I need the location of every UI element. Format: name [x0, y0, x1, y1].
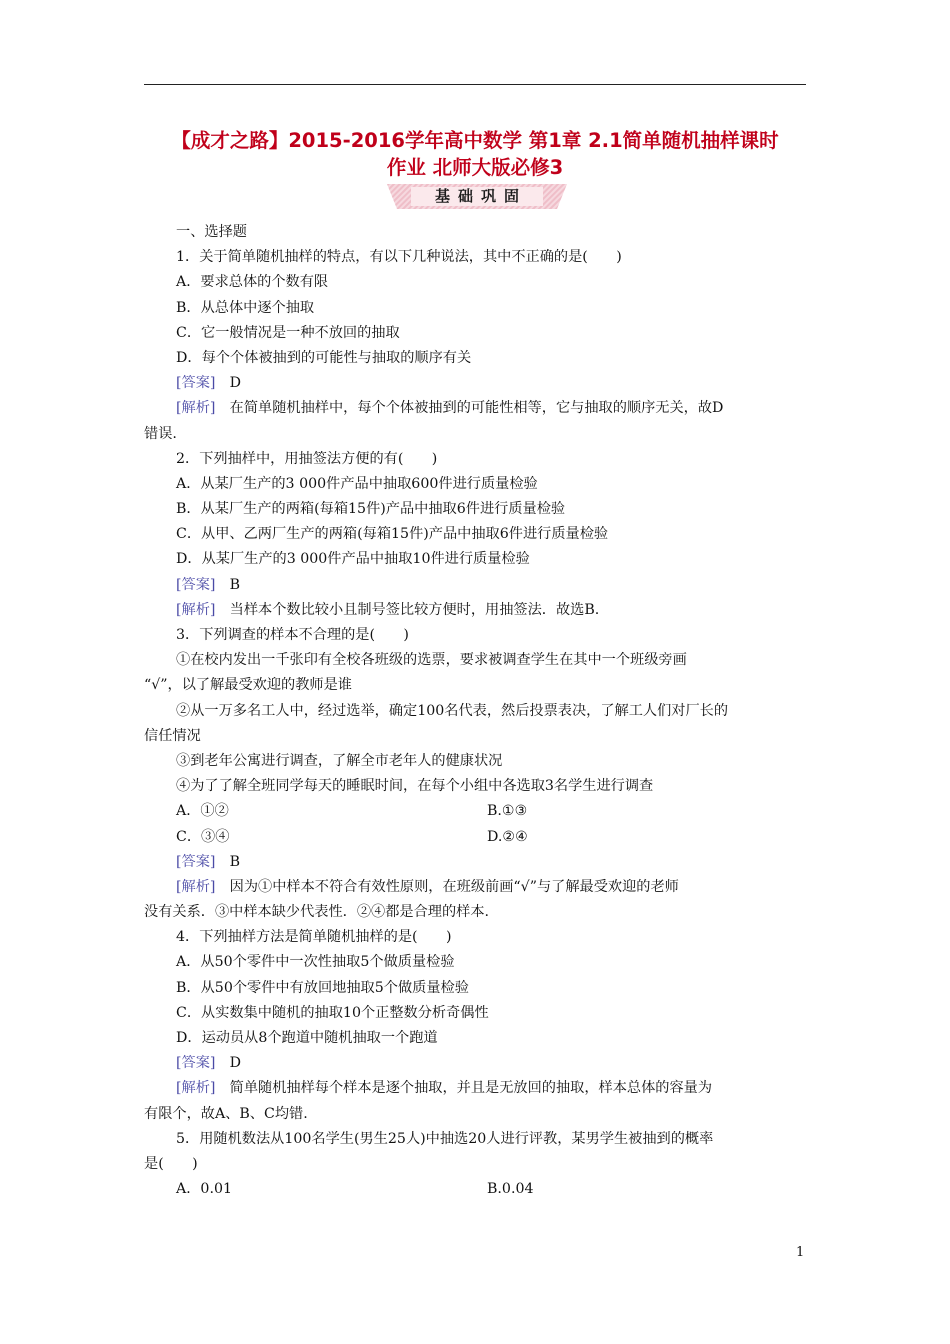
q3-item-1-cont: “√”，以了解最受欢迎的教师是谁: [144, 677, 352, 694]
document-title: [144, 127, 806, 181]
q4-option-c: C．从实数集中随机的抽取10个正整数分析奇偶性: [176, 1004, 489, 1021]
q5-option-b: B.0.04: [487, 1181, 534, 1198]
answer-tag: [答案]: [176, 375, 216, 392]
q3-analysis-text: 因为①中样本不符合有效性原则，在班级前画“√”与了解最受欢迎的老师: [229, 878, 679, 895]
q3-options-ab: [144, 799, 816, 824]
header-rule: [144, 84, 806, 85]
question-list: [144, 220, 816, 1202]
q3-analysis-cont: 没有关系．③中样本缺少代表性．②④都是合理的样本.: [144, 904, 490, 921]
analysis-tag: [解析]: [176, 878, 216, 895]
q3-stem: 3．下列调查的样本不合理的是( ): [176, 627, 409, 643]
title-line-2: 作业 北师大版必修3: [386, 156, 564, 179]
q4-option-a: A．从50个零件中一次性抽取5个做质量检验: [176, 954, 455, 971]
q3-item-1: ①在校内发出一千张印有全校各班级的选票，要求被调查学生在其中一个班级旁画: [176, 652, 687, 669]
q3-option-c: C．③④: [176, 828, 230, 845]
analysis-tag: [解析]: [176, 400, 216, 417]
q1-option-a: A．要求总体的个数有限: [176, 274, 329, 291]
banner-label: 基础巩固: [434, 187, 527, 205]
q5-option-a: A．0.01: [176, 1181, 233, 1198]
q4-answer-value: D: [229, 1055, 242, 1072]
q3-option-b: B.①③: [487, 803, 528, 820]
answer-tag: [答案]: [176, 576, 216, 593]
q1-stem: 1．关于简单随机抽样的特点，有以下几种说法，其中不正确的是( ): [176, 249, 622, 266]
q1-analysis-cont: 错误.: [144, 425, 177, 442]
q3-item-4: ④为了了解全班同学每天的睡眠时间，在每个小组中各选取3名学生进行调查: [176, 778, 654, 795]
page-number: 1: [796, 1245, 805, 1260]
q2-answer-value: B: [229, 576, 241, 593]
q4-analysis-text: 简单随机抽样每个样本是逐个抽取，并且是无放回的抽取，样本总体的容量为: [229, 1080, 713, 1097]
q4-analysis: [144, 1076, 816, 1101]
answer-tag: [答案]: [176, 853, 216, 870]
q2-answer: [144, 573, 816, 598]
q1-analysis: [144, 396, 816, 421]
q2-stem: 2．下列抽样中，用抽签法方便的有( ): [176, 450, 438, 467]
q3-options-cd: [144, 825, 816, 850]
q5-stem-cont: 是( ): [144, 1155, 198, 1172]
q1-option-c: C．它一般情况是一种不放回的抽取: [176, 324, 400, 341]
q4-stem: 4．下列抽样方法是简单随机抽样的是( ): [176, 929, 452, 946]
title-line-1: 【成才之路】2015-2016学年高中数学 第1章 2.1简单随机抽样课时: [171, 129, 779, 152]
q1-answer-value: D: [229, 375, 242, 392]
q3-option-d: D.②④: [487, 828, 528, 845]
q4-option-d: D．运动员从8个跑道中随机抽取一个跑道: [176, 1030, 438, 1046]
analysis-tag: [解析]: [176, 1080, 216, 1097]
section-banner: [387, 184, 567, 209]
q5-stem: 5．用随机数法从100名学生(男生25人)中抽选20人进行评教，某男学生被抽到的概率: [176, 1130, 714, 1147]
q3-item-3: ③到老年公寓进行调查，了解全市老年人的健康状况: [176, 752, 503, 769]
analysis-tag: [解析]: [176, 601, 216, 618]
q3-item-2: ②从一万多名工人中，经过选举，确定100名代表，然后投票表决，了解工人们对厂长的: [176, 702, 729, 719]
q1-option-d: D．每个个体被抽到的可能性与抽取的顺序有关: [176, 349, 472, 366]
q2-analysis-text: 当样本个数比较小且制号签比较方便时，用抽签法．故选B.: [229, 601, 600, 618]
q2-option-b: B．从某厂生产的两箱(每箱15件)产品中抽取6件进行质量检验: [176, 501, 566, 518]
q3-option-a: A．①②: [176, 803, 229, 820]
q4-option-b: B．从50个零件中有放回地抽取5个做质量检验: [176, 979, 469, 996]
q3-answer-value: B: [229, 853, 241, 870]
answer-tag: [答案]: [176, 1055, 216, 1072]
q1-option-b: B．从总体中逐个抽取: [176, 299, 315, 316]
q2-option-a: A．从某厂生产的3 000件产品中抽取600件进行质量检验: [176, 475, 538, 492]
q1-analysis-text: 在简单随机抽样中，每个个体被抽到的可能性相等，它与抽取的顺序无关，故D: [229, 400, 724, 417]
q2-option-c: C．从甲、乙两厂生产的两箱(每箱15件)产品中抽取6件进行质量检验: [176, 526, 609, 543]
q4-answer: [144, 1051, 816, 1076]
q1-answer: [144, 371, 816, 396]
q3-item-2-cont: 信任情况: [144, 727, 201, 744]
q3-analysis: [144, 875, 816, 900]
section-heading: 一、选择题: [176, 224, 247, 240]
q2-option-d: D．从某厂生产的3 000件产品中抽取10件进行质量检验: [176, 551, 530, 568]
q4-analysis-cont: 有限个，故A、B、C均错.: [144, 1105, 308, 1122]
q5-options-ab: [144, 1177, 816, 1202]
q3-answer: [144, 850, 816, 875]
q2-analysis: [144, 598, 816, 623]
